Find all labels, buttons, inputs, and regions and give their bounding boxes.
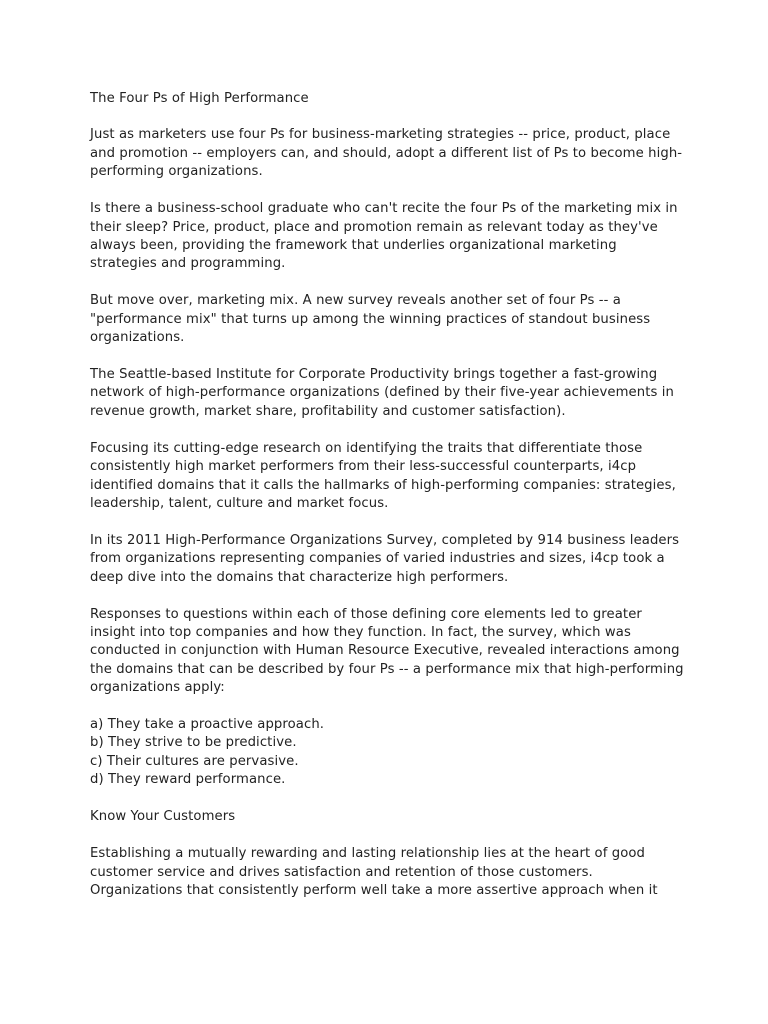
section-heading: Know Your Customers (90, 809, 236, 825)
paragraph-customers: Establishing a mutually rewarding and lasting relationship lies at the heart of good customer service and drives satisfaction and retention of those customers. Organizations that consistently perform well take a more assertive approach when it (90, 846, 658, 898)
list-item: d) They reward performance. (90, 772, 286, 788)
paragraph-performance-mix: But move over, marketing mix. A new survey reveals another set of four Ps -- a "performance mix" that turns up among the winning practices of standout business organizations. (90, 293, 651, 346)
document-title: The Four Ps of High Performance (90, 91, 309, 106)
paragraph-survey: In its 2011 High-Performance Organizations Survey, completed by 914 business leaders from organizations representing companies of varied industries and sizes, i4cp took a deep dive into the domains that characterize high performers. (90, 532, 680, 585)
paragraph-intro: Just as marketers use four Ps for business-marketing strategies -- price, product, place and promotion -- employers can, and should, adopt a different list of Ps to become high-performing organizations. (90, 127, 683, 180)
four-ps-list (90, 716, 684, 790)
paragraph-marketing-mix: Is there a business-school graduate who can't recite the four Ps of the marketing mix in their sleep? Price, product, place and promotion remain as relevant today as they've always been, providing the framework that underlies organizational marketing strategies and programming. (90, 201, 678, 272)
list-item: c) Their cultures are pervasive. (90, 753, 299, 769)
paragraph-research: Focusing its cutting-edge research on identifying the traits that differentiate those consistently high market performers from their less-successful counterparts, i4cp identified domains that it calls the hallmarks of high-performing companies: strategies, leadership, talent, culture and market focus. (90, 440, 676, 511)
paragraph-institute: The Seattle-based Institute for Corporate Productivity brings together a fast-growing network of high-performance organizations (defined by their five-year achievements in revenue growth, market share, profitability and customer satisfaction). (90, 366, 674, 419)
list-item: a) They take a proactive approach. (90, 717, 325, 733)
list-item: b) They strive to be predictive. (90, 735, 297, 751)
paragraph-responses: Responses to questions within each of those defining core elements led to greater insight into top companies and how they function. In fact, the survey, which was conducted in conjunction with Human Resource Executive, revealed interactions among the domains that can be described by four Ps -- a performance mix that high-performing organizations apply: (90, 606, 684, 696)
